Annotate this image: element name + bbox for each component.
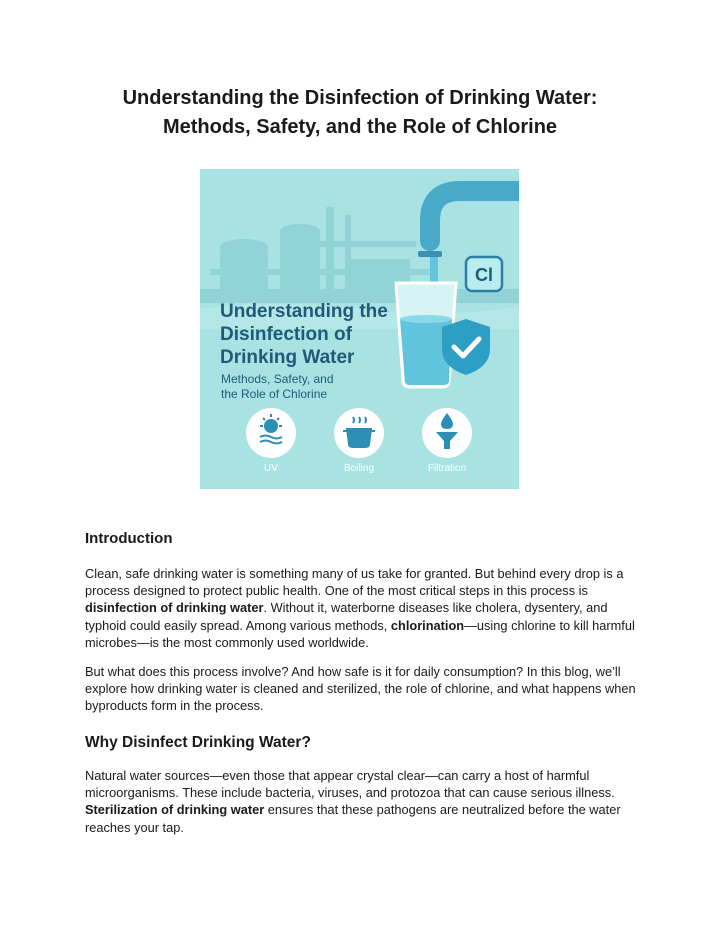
page-title bbox=[60, 84, 660, 142]
intro-paragraph-1: Clean, safe drinking water is something many of us take for granted. But behind every drop is a process designed to protect public health. One of the most critical steps in this process is disinfection of drinking water. Without it, waterborne diseases like cholera, dysentery, and typhoid could easily spread. Among various methods, chlorination—using chlorine to kill harmful microbes—is the most commonly used worldwide. bbox=[85, 566, 635, 650]
hero-sub-line-1: Methods, Safety, and bbox=[221, 372, 334, 386]
hero-heading-line-2: Disinfection of bbox=[220, 324, 352, 345]
method-uv-label: UV bbox=[264, 463, 278, 474]
bold-chlorination: chlorination bbox=[390, 617, 465, 633]
why-disinfect-heading: Why Disinfect Drinking Water? bbox=[85, 734, 311, 751]
introduction-heading: Introduction bbox=[85, 530, 173, 547]
method-boiling-label: Boiling bbox=[343, 463, 375, 474]
hero-illustration bbox=[200, 169, 519, 489]
hero-heading-line-3: Drinking Water bbox=[220, 347, 355, 368]
method-filtration-label: Filtration bbox=[427, 463, 467, 474]
svg-text:Cl: Cl bbox=[475, 265, 493, 285]
why-paragraph-1: Natural water sources—even those that appear crystal clear—can carry a host of harmful microorganisms. These include bacteria, viruses, and protozoa that can cause serious illness. Sterilization of drinking water ensures that these pathogens are neutralized before the water reaches your tap. bbox=[85, 768, 621, 835]
hero-heading-line-1: Understanding the bbox=[220, 301, 388, 322]
intro-paragraph-2: But what does this process involve? And how safe is it for daily consumption? In this blog, we’ll explore how drinking water is cleaned and sterilized, the role of chlorine, and what happens when byproducts form in the process. bbox=[85, 664, 636, 714]
bold-sterilization: Sterilization of drinking water bbox=[85, 802, 265, 818]
bold-disinfection: disinfection of drinking water bbox=[85, 600, 264, 616]
chlorine-badge bbox=[466, 257, 502, 291]
method-filtration bbox=[422, 408, 472, 474]
hero-sub-line-2: the Role of Chlorine bbox=[221, 387, 328, 401]
title-line-1: Understanding the Disinfection of Drinking Water: bbox=[122, 87, 598, 109]
title-line-2: Methods, Safety, and the Role of Chlorine bbox=[162, 116, 558, 138]
